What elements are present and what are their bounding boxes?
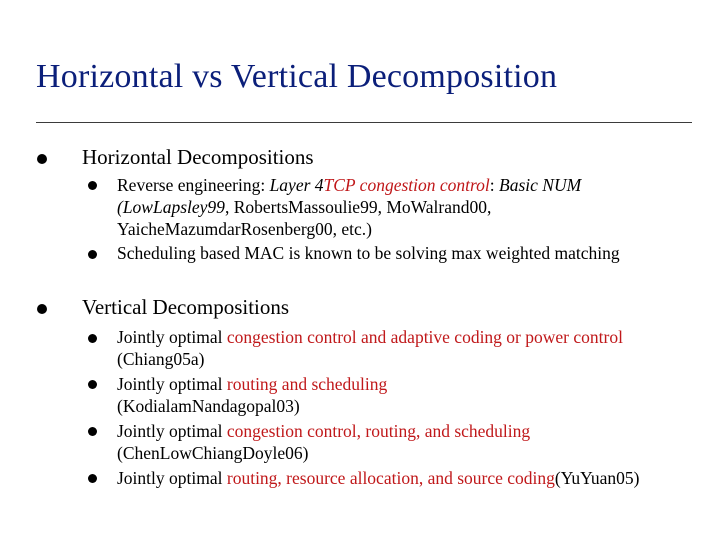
sub-bullet-icon [88,474,97,483]
item-text: Jointly optimal [117,327,227,347]
list-item-scheduling-mac: Scheduling based MAC is known to be solving max weighted matching [117,243,620,263]
title-divider [36,122,692,123]
list-item-joint-4 [117,467,697,489]
list-item-joint-2 [117,373,497,417]
slide-title: Horizontal vs Vertical Decomposition [36,58,558,95]
item-text-italic: Basic NUM [499,175,582,195]
item-text-highlight: TCP congestion control [323,175,490,195]
item-text-italic: Layer 4 [269,175,324,195]
item-text-italic: (LowLapsley99 [117,197,225,217]
list-item-reverse-engineering [117,174,697,240]
item-text-highlight: congestion control, routing, and scheduling [226,421,531,441]
section-heading-horizontal: Horizontal Decompositions [82,145,314,169]
item-text: , RobertsMassoulie99, MoWalrand00, YaicheMazumdarRosenberg00, etc.) [117,197,492,239]
sub-bullet-icon [88,427,97,436]
bullet-icon [37,154,47,164]
list-item-joint-3 [117,420,697,464]
item-text-highlight: congestion control and adaptive coding or power control [226,327,623,347]
item-text: Jointly optimal [117,374,227,394]
sub-bullet-icon [88,380,97,389]
section-heading-vertical: Vertical Decompositions [82,295,290,319]
list-item-joint-1 [117,326,697,370]
item-text: Jointly optimal [117,421,227,441]
sub-bullet-icon [88,334,97,343]
item-text-highlight: routing and scheduling [226,374,388,394]
item-text: (YuYuan05) [554,468,640,488]
item-text: Reverse engineering: [117,175,270,195]
item-text: (Chiang05a) [117,349,205,369]
item-text-highlight: routing, resource allocation, and source coding [226,468,555,488]
item-text: : [489,175,500,195]
bullet-icon [37,304,47,314]
sub-bullet-icon [88,181,97,190]
item-text: (KodialamNandagopal03) [117,396,300,416]
sub-bullet-icon [88,250,97,259]
item-text: Jointly optimal [117,468,227,488]
item-text: (ChenLowChiangDoyle06) [117,443,309,463]
